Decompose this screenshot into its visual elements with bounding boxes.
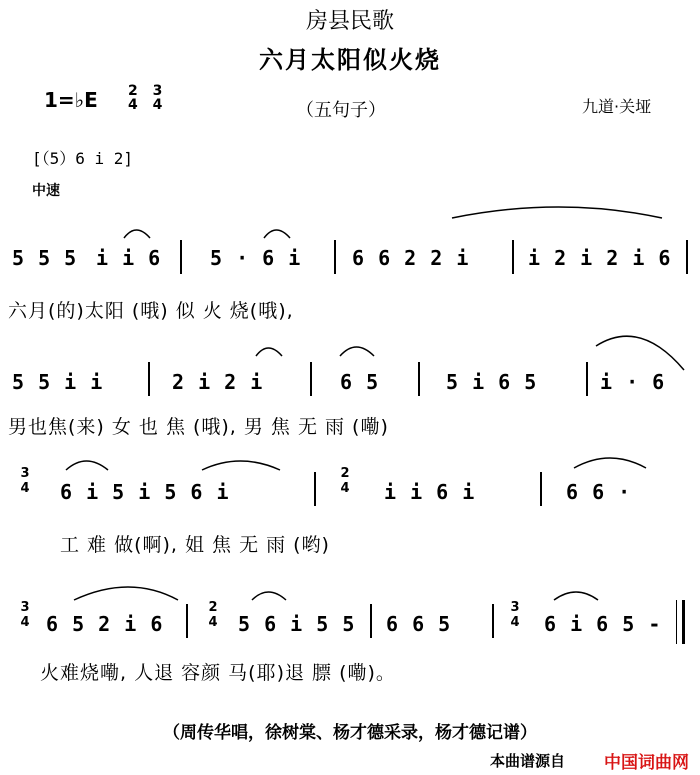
slur: [202, 461, 280, 470]
slur: [554, 592, 598, 600]
time-signature-2-4: 2 4: [128, 83, 138, 113]
measure-notes: 6 6 ·: [566, 480, 632, 504]
measure-notes: 5 6 i 5 5: [238, 612, 356, 636]
source-label: 本曲谱源自: [490, 752, 566, 770]
time-signature: 2 4: [340, 466, 350, 496]
slur: [574, 458, 646, 468]
slur: [452, 207, 662, 218]
slur: [66, 461, 108, 470]
lyrics-line: 火难烧嘞, 人退 容颜 马(耶)退 膘 (嘞)。: [40, 662, 396, 684]
slur: [264, 230, 290, 238]
slur: [74, 587, 178, 600]
measure-notes: 6 i 5 i 5 6 i: [60, 480, 230, 504]
measure-notes: 6 6 2 2 i: [352, 246, 470, 270]
credit-line: （周传华唱，徐树棠、杨才德采录，杨才德记谱）: [163, 723, 537, 743]
measure-notes: 5 5 5: [12, 246, 78, 270]
measure-notes: i i 6 i: [384, 480, 476, 504]
key-signature: 1=♭E: [44, 88, 98, 112]
origin-label: 九道·关垭: [582, 97, 652, 116]
song-subtitle: 房县民歌: [305, 9, 394, 34]
time-signature: 3 4: [20, 466, 30, 496]
measure-notes: i · 6: [600, 370, 666, 394]
slur: [256, 348, 282, 356]
tempo-marking: 中速: [32, 183, 60, 199]
measure-notes: 6 i 6 5 -: [544, 612, 662, 636]
genre-label: （五句子）: [296, 100, 386, 121]
slur: [596, 336, 684, 370]
slur: [124, 230, 150, 238]
measure-notes: 5 5 i i: [12, 370, 104, 394]
measure-notes: 6 6 5: [386, 612, 452, 636]
song-title: 六月太阳似火烧: [259, 46, 441, 74]
measure-notes: 5 i 6 5: [446, 370, 538, 394]
time-signature: 3 4: [20, 600, 30, 630]
site-link[interactable]: 中国词曲网: [604, 753, 689, 773]
intro-notes: [（5）6 i 2̇]: [32, 149, 134, 168]
measure-notes: 2 i 2 i: [172, 370, 264, 394]
measure-notes: 6 5: [340, 370, 380, 394]
slur: [340, 347, 374, 356]
measure-notes: 5 · 6 i: [210, 246, 302, 270]
lyrics-line: 六月(的)太阳 (哦) 似 火 烧(哦),: [8, 300, 294, 322]
measure-notes: i i 6: [96, 246, 162, 270]
lyrics-line: 工 难 做(啊), 姐 焦 无 雨 (哟): [60, 534, 330, 556]
measure-notes: i 2 i 2 i 6: [528, 246, 672, 270]
time-signature: 2 4: [208, 600, 218, 630]
lyrics-line: 男也焦(来) 女 也 焦 (哦), 男 焦 无 雨 (嘞): [8, 416, 389, 438]
slur: [252, 592, 286, 600]
measure-notes: 6 5 2 i 6: [46, 612, 164, 636]
time-signature-3-4: 3 4: [152, 83, 163, 113]
time-signature: 3 4: [510, 600, 520, 630]
